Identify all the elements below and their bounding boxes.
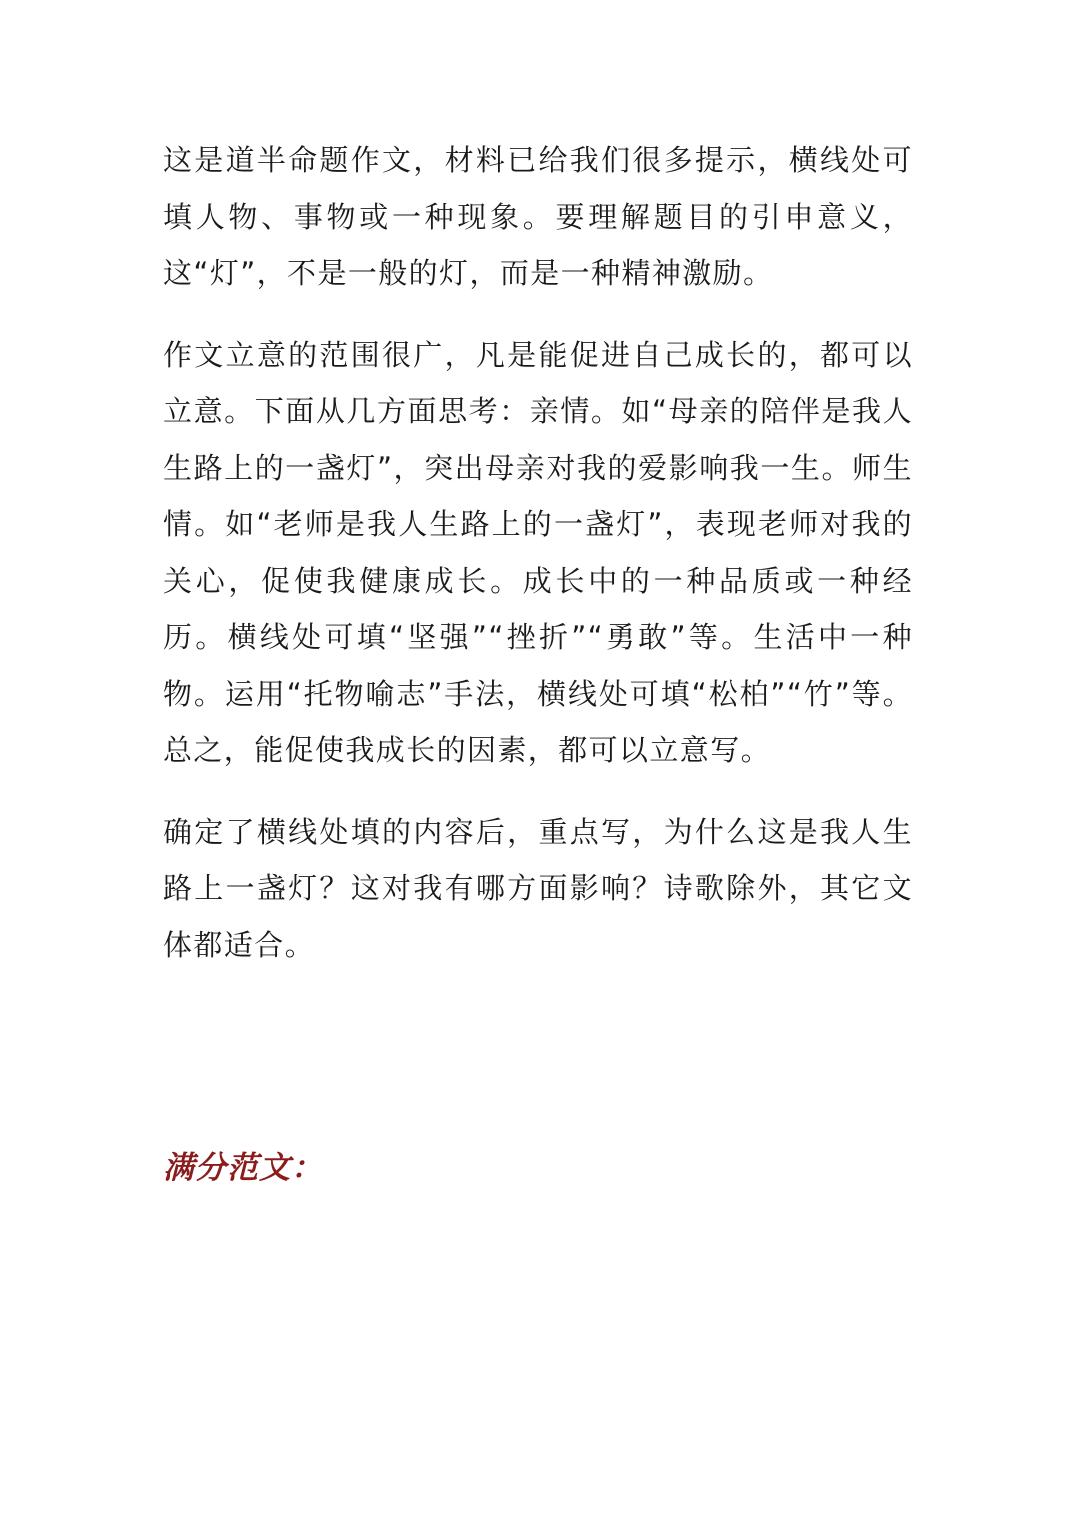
- paragraph-theme-ideas: 作文立意的范围很广，凡是能促进自己成长的，都可以立意。下面从几方面思考：亲情。如“母亲的陪伴是我人生路上的一盏灯”，突出母亲对我的爱影响我一生。师生情。如“老师是我人生路上的一盏灯”，表现老师对我的关心，促使我健康成长。成长中的一种品质或一种经历。横线处可填“坚强”“挫折”“勇敢”等。生活中一种物。运用“托物喻志”手法，横线处可填“松柏”“竹”等。总之，能促使我成长的因素，都可以立意写。: [163, 337, 913, 767]
- paragraph-writing-focus: 确定了横线处填的内容后，重点写，为什么这是我人生路上一盏灯？这对我有哪方面影响？诗歌除外，其它文体都适合。: [163, 814, 913, 962]
- paragraph-topic-analysis: 这是道半命题作文，材料已给我们很多提示，横线处可填人物、事物或一种现象。要理解题目的引申意义，这“灯”，不是一般的灯，而是一种精神激励。: [163, 143, 913, 290]
- article-body: [163, 132, 913, 998]
- sample-essay-heading: 满分范文：: [163, 1150, 323, 1186]
